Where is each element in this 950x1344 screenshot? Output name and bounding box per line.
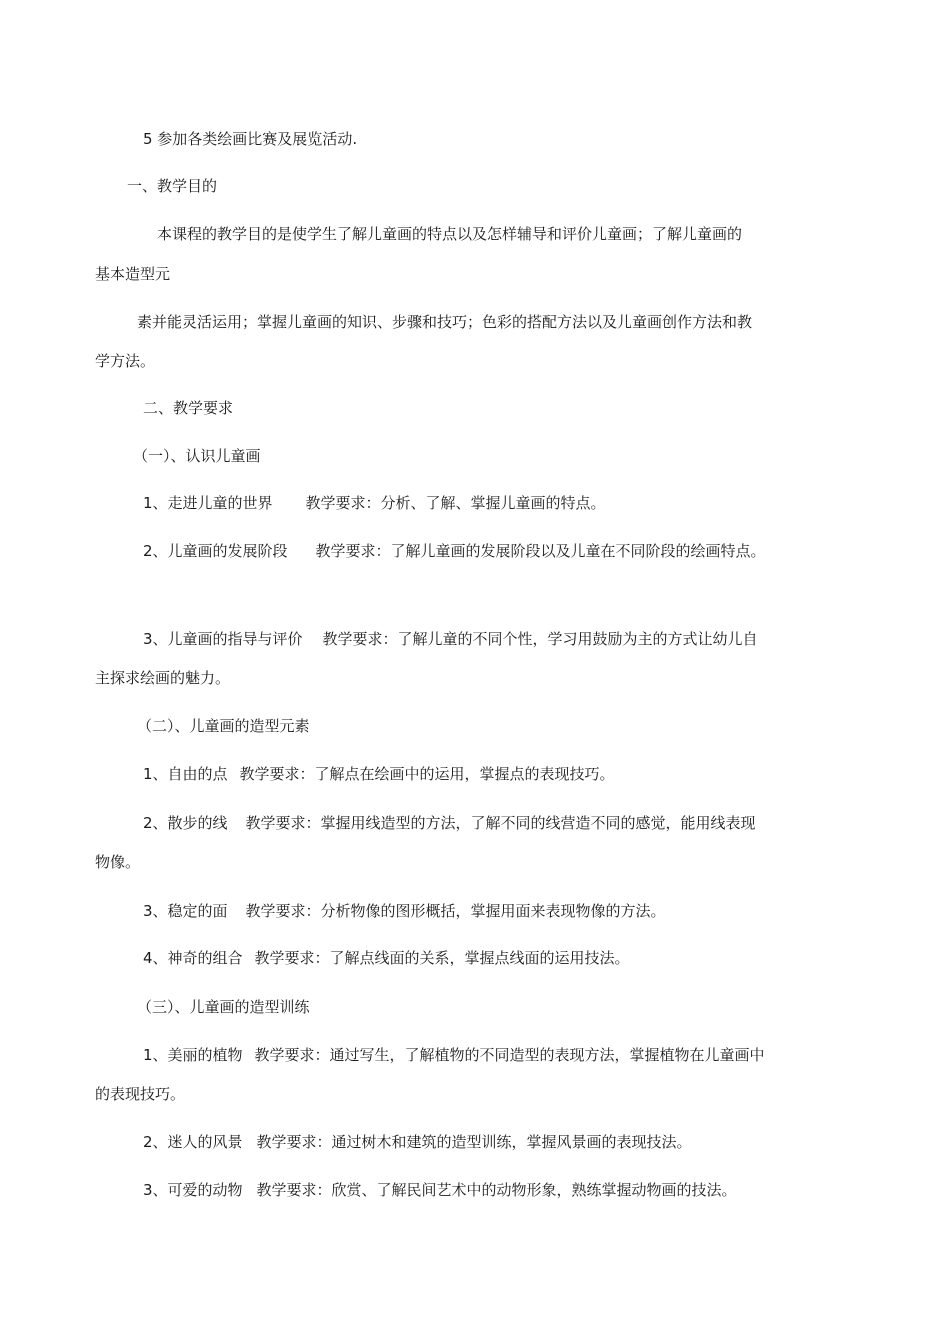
subheading-section-3: （三）、儿童画的造型训练 (137, 998, 310, 1016)
item-requirement: 教学要求：通过写生，了解植物的不同造型的表现方法，掌握植物在儿童画中 (254, 1046, 765, 1064)
item-title: 3、可爱的动物 (143, 1181, 243, 1199)
list-item-3-1-cont: 的表现技巧。 (95, 1085, 186, 1103)
item-title: 4、神奇的组合 (143, 949, 243, 967)
item-requirement: 教学要求：了解儿童的不同个性，学习用鼓励为主的方式让幼儿自 (322, 630, 758, 648)
item-requirement: 教学要求：通过树木和建筑的造型训练，掌握风景画的表现技法。 (256, 1133, 692, 1151)
item-title: 3、稳定的面 (143, 902, 228, 920)
paragraph-purpose-line1: 本课程的教学目的是使学生了解儿童画的特点以及怎样辅导和评价儿童画；了解儿童画的 (157, 225, 743, 243)
item-requirement: 教学要求：了解点线面的关系，掌握点线面的运用技法。 (254, 949, 630, 967)
list-item-1-3-cont: 主探求绘画的魅力。 (95, 669, 231, 687)
item-requirement: 教学要求：了解点在绘画中的运用，掌握点的表现技巧。 (239, 765, 615, 783)
list-item-1-1 (143, 493, 606, 513)
item-title: 3、儿童画的指导与评价 (143, 630, 303, 648)
list-item-3-1 (143, 1045, 765, 1065)
paragraph-activity-5: 5 参加各类绘画比赛及展览活动. (143, 130, 358, 148)
item-requirement: 教学要求：分析、了解、掌握儿童画的特点。 (305, 494, 606, 512)
item-title: 1、走进儿童的世界 (143, 494, 273, 512)
item-requirement: 教学要求：分析物像的图形概括，掌握用面来表现物像的方法。 (245, 902, 666, 920)
item-title: 2、迷人的风景 (143, 1133, 243, 1151)
item-title: 1、自由的点 (143, 765, 228, 783)
item-title: 1、美丽的植物 (143, 1046, 243, 1064)
list-item-2-4 (143, 948, 630, 968)
item-requirement: 教学要求：掌握用线造型的方法，了解不同的线营造不同的感觉，能用线表现 (245, 814, 756, 832)
item-requirement: 教学要求：欣赏、了解民间艺术中的动物形象，熟练掌握动物画的技法。 (256, 1181, 737, 1199)
list-item-1-3 (143, 629, 758, 649)
list-item-3-2 (143, 1132, 692, 1152)
list-item-1-2 (143, 541, 766, 561)
paragraph-purpose-line4: 学方法。 (95, 352, 156, 370)
list-item-2-1 (143, 764, 615, 784)
item-title: 2、散步的线 (143, 814, 228, 832)
paragraph-purpose-line3: 素并能灵活运用；掌握儿童画的知识、步骤和技巧；色彩的搭配方法以及儿童画创作方法和教 (137, 313, 753, 331)
list-item-2-3 (143, 901, 666, 921)
subheading-section-1: （一）、认识儿童画 (133, 447, 261, 465)
list-item-2-2-cont: 物像。 (95, 853, 141, 871)
item-title: 2、儿童画的发展阶段 (143, 542, 288, 560)
paragraph-purpose-line2: 基本造型元 (95, 265, 171, 283)
heading-teaching-purpose: 一、教学目的 (127, 177, 218, 195)
subheading-section-2: （二）、儿童画的造型元素 (137, 717, 310, 735)
heading-teaching-requirements: 二、教学要求 (143, 399, 234, 417)
item-requirement: 教学要求：了解儿童画的发展阶段以及儿童在不同阶段的绘画特点。 (315, 542, 766, 560)
list-item-2-2 (143, 813, 756, 833)
list-item-3-3 (143, 1180, 737, 1200)
